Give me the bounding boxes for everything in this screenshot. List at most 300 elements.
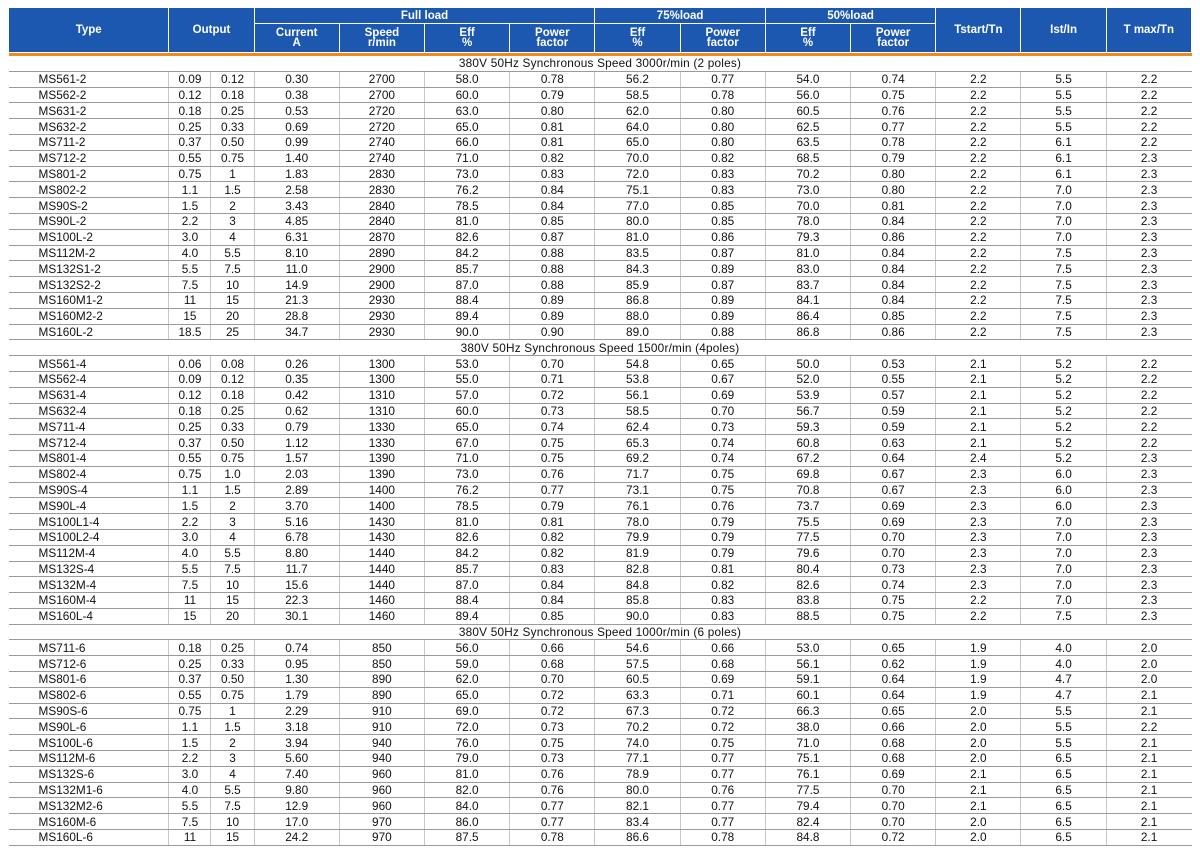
table-row <box>9 466 1192 482</box>
value-cell: 2.2 <box>1106 387 1191 403</box>
value-cell: 88.5 <box>765 608 850 624</box>
value-cell: 1.40 <box>254 150 339 166</box>
value-cell: 2.2 <box>936 213 1021 229</box>
value-cell: 1.79 <box>254 687 339 703</box>
value-cell: 72.0 <box>424 719 509 735</box>
value-cell: 2.1 <box>936 435 1021 451</box>
value-cell: 75.1 <box>765 751 850 767</box>
table-row <box>9 593 1192 609</box>
value-cell: 0.70 <box>851 814 936 830</box>
value-cell: 2700 <box>339 87 424 103</box>
value-cell: 1.9 <box>936 640 1021 656</box>
value-cell: 83.5 <box>595 245 680 261</box>
header-pf-75: Power factor <box>680 24 765 53</box>
value-cell: 1390 <box>339 450 424 466</box>
value-cell: 62.5 <box>765 119 850 135</box>
header-75-load: 75%load <box>595 8 765 24</box>
value-cell: 7.0 <box>1021 561 1106 577</box>
value-cell: 0.74 <box>680 435 765 451</box>
value-cell: 0.74 <box>851 577 936 593</box>
value-cell: 0.84 <box>510 577 595 593</box>
value-cell: 0.74 <box>510 419 595 435</box>
value-cell: 0.70 <box>851 545 936 561</box>
value-cell: 5.5 <box>169 798 211 814</box>
value-cell: 2.2 <box>169 213 211 229</box>
section-header-row <box>9 624 1192 640</box>
value-cell: 0.78 <box>510 71 595 87</box>
value-cell: 56.7 <box>765 403 850 419</box>
value-cell: 0.89 <box>510 308 595 324</box>
table-row <box>9 656 1192 672</box>
value-cell: 0.80 <box>510 103 595 119</box>
value-cell: 67.0 <box>424 435 509 451</box>
type-cell: MS562-4 <box>9 371 169 387</box>
value-cell: 960 <box>339 798 424 814</box>
value-cell: 2.0 <box>1106 672 1191 688</box>
value-cell: 0.64 <box>851 672 936 688</box>
value-cell: 2.3 <box>936 498 1021 514</box>
value-cell: 11.7 <box>254 561 339 577</box>
value-cell: 2.58 <box>254 182 339 198</box>
value-cell: 0.85 <box>680 198 765 214</box>
value-cell: 84.0 <box>424 798 509 814</box>
value-cell: 71.0 <box>424 450 509 466</box>
table-row <box>9 608 1192 624</box>
value-cell: 71.0 <box>424 150 509 166</box>
type-cell: MS562-2 <box>9 87 169 103</box>
value-cell: 4.85 <box>254 213 339 229</box>
value-cell: 59.3 <box>765 419 850 435</box>
value-cell: 2.2 <box>936 324 1021 340</box>
table-row <box>9 450 1192 466</box>
header-eff-full: Eff % <box>424 24 509 53</box>
value-cell: 4.0 <box>169 245 211 261</box>
value-cell: 89.0 <box>595 324 680 340</box>
value-cell: 2.3 <box>936 466 1021 482</box>
value-cell: 0.50 <box>211 435 254 451</box>
type-cell: MS160L-4 <box>9 608 169 624</box>
value-cell: 72.0 <box>595 166 680 182</box>
value-cell: 7.5 <box>1021 292 1106 308</box>
value-cell: 2900 <box>339 261 424 277</box>
value-cell: 1.5 <box>211 182 254 198</box>
value-cell: 0.53 <box>851 356 936 372</box>
type-cell: MS711-2 <box>9 134 169 150</box>
value-cell: 0.84 <box>851 213 936 229</box>
value-cell: 0.65 <box>851 640 936 656</box>
value-cell: 57.5 <box>595 656 680 672</box>
value-cell: 2.2 <box>1106 356 1191 372</box>
value-cell: 69.8 <box>765 466 850 482</box>
value-cell: 0.81 <box>680 561 765 577</box>
type-cell: MS160L-2 <box>9 324 169 340</box>
value-cell: 2.3 <box>1106 292 1191 308</box>
value-cell: 0.80 <box>680 134 765 150</box>
value-cell: 0.69 <box>851 498 936 514</box>
value-cell: 1440 <box>339 577 424 593</box>
value-cell: 2.3 <box>936 561 1021 577</box>
value-cell: 0.71 <box>510 371 595 387</box>
value-cell: 2.2 <box>936 308 1021 324</box>
value-cell: 3.18 <box>254 719 339 735</box>
value-cell: 0.68 <box>851 751 936 767</box>
value-cell: 0.75 <box>211 687 254 703</box>
value-cell: 0.77 <box>510 798 595 814</box>
value-cell: 0.62 <box>254 403 339 419</box>
value-cell: 0.75 <box>851 608 936 624</box>
type-cell: MS160M-4 <box>9 593 169 609</box>
value-cell: 0.80 <box>680 119 765 135</box>
value-cell: 73.0 <box>765 182 850 198</box>
value-cell: 2.2 <box>1106 719 1191 735</box>
value-cell: 1440 <box>339 545 424 561</box>
type-cell: MS631-2 <box>9 103 169 119</box>
value-cell: 2840 <box>339 198 424 214</box>
value-cell: 2.2 <box>1106 119 1191 135</box>
table-row <box>9 308 1192 324</box>
value-cell: 890 <box>339 687 424 703</box>
value-cell: 5.5 <box>1021 719 1106 735</box>
type-cell: MS132S1-2 <box>9 261 169 277</box>
type-cell: MS100L2-4 <box>9 529 169 545</box>
value-cell: 2.2 <box>1106 419 1191 435</box>
value-cell: 8.80 <box>254 545 339 561</box>
value-cell: 0.83 <box>510 166 595 182</box>
value-cell: 85.7 <box>424 261 509 277</box>
value-cell: 84.8 <box>765 830 850 846</box>
table-row <box>9 514 1192 530</box>
value-cell: 0.25 <box>211 103 254 119</box>
value-cell: 0.25 <box>169 119 211 135</box>
value-cell: 11 <box>169 292 211 308</box>
value-cell: 2.0 <box>1106 640 1191 656</box>
value-cell: 0.88 <box>680 324 765 340</box>
value-cell: 0.12 <box>169 387 211 403</box>
value-cell: 6.5 <box>1021 782 1106 798</box>
header-eff-75: Eff % <box>595 24 680 53</box>
value-cell: 70.2 <box>595 719 680 735</box>
table-row <box>9 356 1192 372</box>
value-cell: 56.1 <box>765 656 850 672</box>
section-title: 380V 50Hz Synchronous Speed 3000r/min (2 poles) <box>9 56 1192 71</box>
table-row <box>9 245 1192 261</box>
value-cell: 0.83 <box>680 608 765 624</box>
table-row <box>9 735 1192 751</box>
value-cell: 0.70 <box>851 529 936 545</box>
value-cell: 15 <box>211 830 254 846</box>
value-cell: 0.35 <box>254 371 339 387</box>
value-cell: 0.84 <box>510 593 595 609</box>
value-cell: 60.0 <box>424 403 509 419</box>
table-row <box>9 419 1192 435</box>
table-row <box>9 166 1192 182</box>
header-ist: Ist/In <box>1021 8 1106 53</box>
value-cell: 50.0 <box>765 356 850 372</box>
table-row <box>9 577 1192 593</box>
table-row <box>9 134 1192 150</box>
header-output: Output <box>169 8 254 53</box>
value-cell: 78.5 <box>424 498 509 514</box>
value-cell: 0.77 <box>510 482 595 498</box>
value-cell: 1400 <box>339 498 424 514</box>
value-cell: 79.6 <box>765 545 850 561</box>
value-cell: 2700 <box>339 71 424 87</box>
value-cell: 57.0 <box>424 387 509 403</box>
value-cell: 2.1 <box>1106 751 1191 767</box>
table-row <box>9 229 1192 245</box>
value-cell: 0.88 <box>510 261 595 277</box>
value-cell: 1 <box>211 166 254 182</box>
value-cell: 4 <box>211 766 254 782</box>
value-cell: 2.1 <box>936 356 1021 372</box>
value-cell: 0.59 <box>851 419 936 435</box>
value-cell: 0.84 <box>851 261 936 277</box>
value-cell: 81.9 <box>595 545 680 561</box>
value-cell: 1300 <box>339 371 424 387</box>
value-cell: 59.0 <box>424 656 509 672</box>
value-cell: 1.9 <box>936 656 1021 672</box>
value-cell: 0.89 <box>510 292 595 308</box>
type-cell: MS132S2-2 <box>9 277 169 293</box>
type-cell: MS561-4 <box>9 356 169 372</box>
value-cell: 0.86 <box>851 324 936 340</box>
value-cell: 2.29 <box>254 703 339 719</box>
value-cell: 2.2 <box>1106 134 1191 150</box>
value-cell: 62.0 <box>424 672 509 688</box>
value-cell: 2740 <box>339 134 424 150</box>
value-cell: 0.76 <box>851 103 936 119</box>
table-row <box>9 103 1192 119</box>
table-row <box>9 213 1192 229</box>
value-cell: 2.1 <box>936 766 1021 782</box>
value-cell: 2.2 <box>169 751 211 767</box>
value-cell: 0.18 <box>211 87 254 103</box>
value-cell: 7.0 <box>1021 198 1106 214</box>
value-cell: 2.3 <box>1106 229 1191 245</box>
header-current: Current A <box>254 24 339 53</box>
value-cell: 970 <box>339 830 424 846</box>
type-cell: MS160M-6 <box>9 814 169 830</box>
value-cell: 0.84 <box>851 292 936 308</box>
value-cell: 0.63 <box>851 435 936 451</box>
header-tstart: Tstart/Tn <box>936 8 1021 53</box>
value-cell: 850 <box>339 656 424 672</box>
value-cell: 88.4 <box>424 593 509 609</box>
value-cell: 2.1 <box>1106 798 1191 814</box>
value-cell: 76.0 <box>424 735 509 751</box>
value-cell: 73.0 <box>424 166 509 182</box>
value-cell: 0.53 <box>254 103 339 119</box>
value-cell: 17.0 <box>254 814 339 830</box>
type-cell: MS160M2-2 <box>9 308 169 324</box>
value-cell: 3.70 <box>254 498 339 514</box>
value-cell: 0.75 <box>680 466 765 482</box>
value-cell: 2.2 <box>936 166 1021 182</box>
value-cell: 79.4 <box>765 798 850 814</box>
header-pf-50: Power factor <box>851 24 936 53</box>
value-cell: 0.55 <box>169 150 211 166</box>
type-cell: MS112M-6 <box>9 751 169 767</box>
value-cell: 2.3 <box>1106 482 1191 498</box>
value-cell: 2.3 <box>936 514 1021 530</box>
value-cell: 0.66 <box>510 640 595 656</box>
value-cell: 77.0 <box>595 198 680 214</box>
value-cell: 2930 <box>339 292 424 308</box>
value-cell: 0.82 <box>510 529 595 545</box>
value-cell: 5.60 <box>254 751 339 767</box>
value-cell: 0.75 <box>169 466 211 482</box>
value-cell: 2.1 <box>936 403 1021 419</box>
value-cell: 2.2 <box>936 150 1021 166</box>
value-cell: 2.3 <box>1106 166 1191 182</box>
value-cell: 0.70 <box>510 672 595 688</box>
value-cell: 0.77 <box>680 71 765 87</box>
value-cell: 52.0 <box>765 371 850 387</box>
value-cell: 4.0 <box>1021 640 1106 656</box>
value-cell: 2.1 <box>936 419 1021 435</box>
value-cell: 76.1 <box>765 766 850 782</box>
value-cell: 2.3 <box>1106 150 1191 166</box>
value-cell: 1.0 <box>211 466 254 482</box>
value-cell: 1400 <box>339 482 424 498</box>
value-cell: 6.0 <box>1021 498 1106 514</box>
value-cell: 9.80 <box>254 782 339 798</box>
value-cell: 0.82 <box>510 150 595 166</box>
value-cell: 3 <box>211 213 254 229</box>
value-cell: 2.3 <box>1106 450 1191 466</box>
type-cell: MS802-6 <box>9 687 169 703</box>
value-cell: 2.3 <box>1106 277 1191 293</box>
value-cell: 60.1 <box>765 687 850 703</box>
table-row <box>9 277 1192 293</box>
table-row <box>9 71 1192 87</box>
table-row <box>9 119 1192 135</box>
table-row <box>9 814 1192 830</box>
value-cell: 1460 <box>339 593 424 609</box>
value-cell: 7.0 <box>1021 545 1106 561</box>
value-cell: 54.8 <box>595 356 680 372</box>
table-header <box>9 8 1192 57</box>
value-cell: 0.25 <box>169 656 211 672</box>
value-cell: 66.3 <box>765 703 850 719</box>
value-cell: 2.3 <box>1106 324 1191 340</box>
table-row <box>9 198 1192 214</box>
value-cell: 15 <box>169 608 211 624</box>
value-cell: 83.0 <box>765 261 850 277</box>
value-cell: 5.5 <box>1021 103 1106 119</box>
type-cell: MS802-2 <box>9 182 169 198</box>
type-cell: MS160L-6 <box>9 830 169 846</box>
value-cell: 7.5 <box>1021 245 1106 261</box>
table-row <box>9 782 1192 798</box>
value-cell: 11.0 <box>254 261 339 277</box>
value-cell: 0.85 <box>680 213 765 229</box>
value-cell: 2.1 <box>936 387 1021 403</box>
value-cell: 53.0 <box>424 356 509 372</box>
table-row <box>9 498 1192 514</box>
type-cell: MS132M2-6 <box>9 798 169 814</box>
value-cell: 6.31 <box>254 229 339 245</box>
value-cell: 0.95 <box>254 656 339 672</box>
value-cell: 0.68 <box>851 735 936 751</box>
value-cell: 87.5 <box>424 830 509 846</box>
value-cell: 0.25 <box>211 640 254 656</box>
value-cell: 6.1 <box>1021 150 1106 166</box>
value-cell: 0.79 <box>680 529 765 545</box>
section-header-row <box>9 340 1192 356</box>
value-cell: 54.0 <box>765 71 850 87</box>
value-cell: 63.3 <box>595 687 680 703</box>
value-cell: 0.72 <box>510 687 595 703</box>
value-cell: 5.5 <box>211 782 254 798</box>
value-cell: 2.1 <box>1106 782 1191 798</box>
table-row <box>9 766 1192 782</box>
value-cell: 0.50 <box>211 134 254 150</box>
value-cell: 0.84 <box>851 245 936 261</box>
value-cell: 20 <box>211 308 254 324</box>
value-cell: 5.2 <box>1021 419 1106 435</box>
value-cell: 90.0 <box>424 324 509 340</box>
value-cell: 30.1 <box>254 608 339 624</box>
table-row <box>9 830 1192 846</box>
type-cell: MS632-2 <box>9 119 169 135</box>
value-cell: 83.8 <box>765 593 850 609</box>
value-cell: 0.85 <box>510 213 595 229</box>
type-cell: MS90S-4 <box>9 482 169 498</box>
section-title: 380V 50Hz Synchronous Speed 1000r/min (6 poles) <box>9 624 1192 640</box>
value-cell: 5.16 <box>254 514 339 530</box>
value-cell: 0.81 <box>510 119 595 135</box>
value-cell: 15 <box>211 593 254 609</box>
value-cell: 28.8 <box>254 308 339 324</box>
value-cell: 0.78 <box>851 134 936 150</box>
table-row <box>9 371 1192 387</box>
value-cell: 7.5 <box>211 561 254 577</box>
value-cell: 25 <box>211 324 254 340</box>
value-cell: 0.83 <box>680 166 765 182</box>
value-cell: 0.83 <box>680 182 765 198</box>
value-cell: 82.1 <box>595 798 680 814</box>
type-cell: MS132S-6 <box>9 766 169 782</box>
value-cell: 6.78 <box>254 529 339 545</box>
table-row <box>9 435 1192 451</box>
header-tmax: T max/Tn <box>1106 8 1191 53</box>
value-cell: 940 <box>339 751 424 767</box>
value-cell: 1390 <box>339 466 424 482</box>
value-cell: 18.5 <box>169 324 211 340</box>
value-cell: 5.2 <box>1021 403 1106 419</box>
value-cell: 5.5 <box>1021 71 1106 87</box>
value-cell: 0.80 <box>851 182 936 198</box>
value-cell: 1460 <box>339 608 424 624</box>
value-cell: 0.81 <box>851 198 936 214</box>
value-cell: 0.55 <box>851 371 936 387</box>
value-cell: 1310 <box>339 403 424 419</box>
value-cell: 0.33 <box>211 419 254 435</box>
value-cell: 6.5 <box>1021 798 1106 814</box>
value-cell: 2.3 <box>1106 577 1191 593</box>
value-cell: 0.75 <box>680 482 765 498</box>
value-cell: 6.0 <box>1021 482 1106 498</box>
value-cell: 0.75 <box>211 450 254 466</box>
value-cell: 0.37 <box>169 435 211 451</box>
value-cell: 2.1 <box>1106 703 1191 719</box>
value-cell: 0.65 <box>680 356 765 372</box>
value-cell: 82.6 <box>424 229 509 245</box>
value-cell: 0.85 <box>510 608 595 624</box>
value-cell: 4.0 <box>1021 656 1106 672</box>
value-cell: 4.7 <box>1021 672 1106 688</box>
